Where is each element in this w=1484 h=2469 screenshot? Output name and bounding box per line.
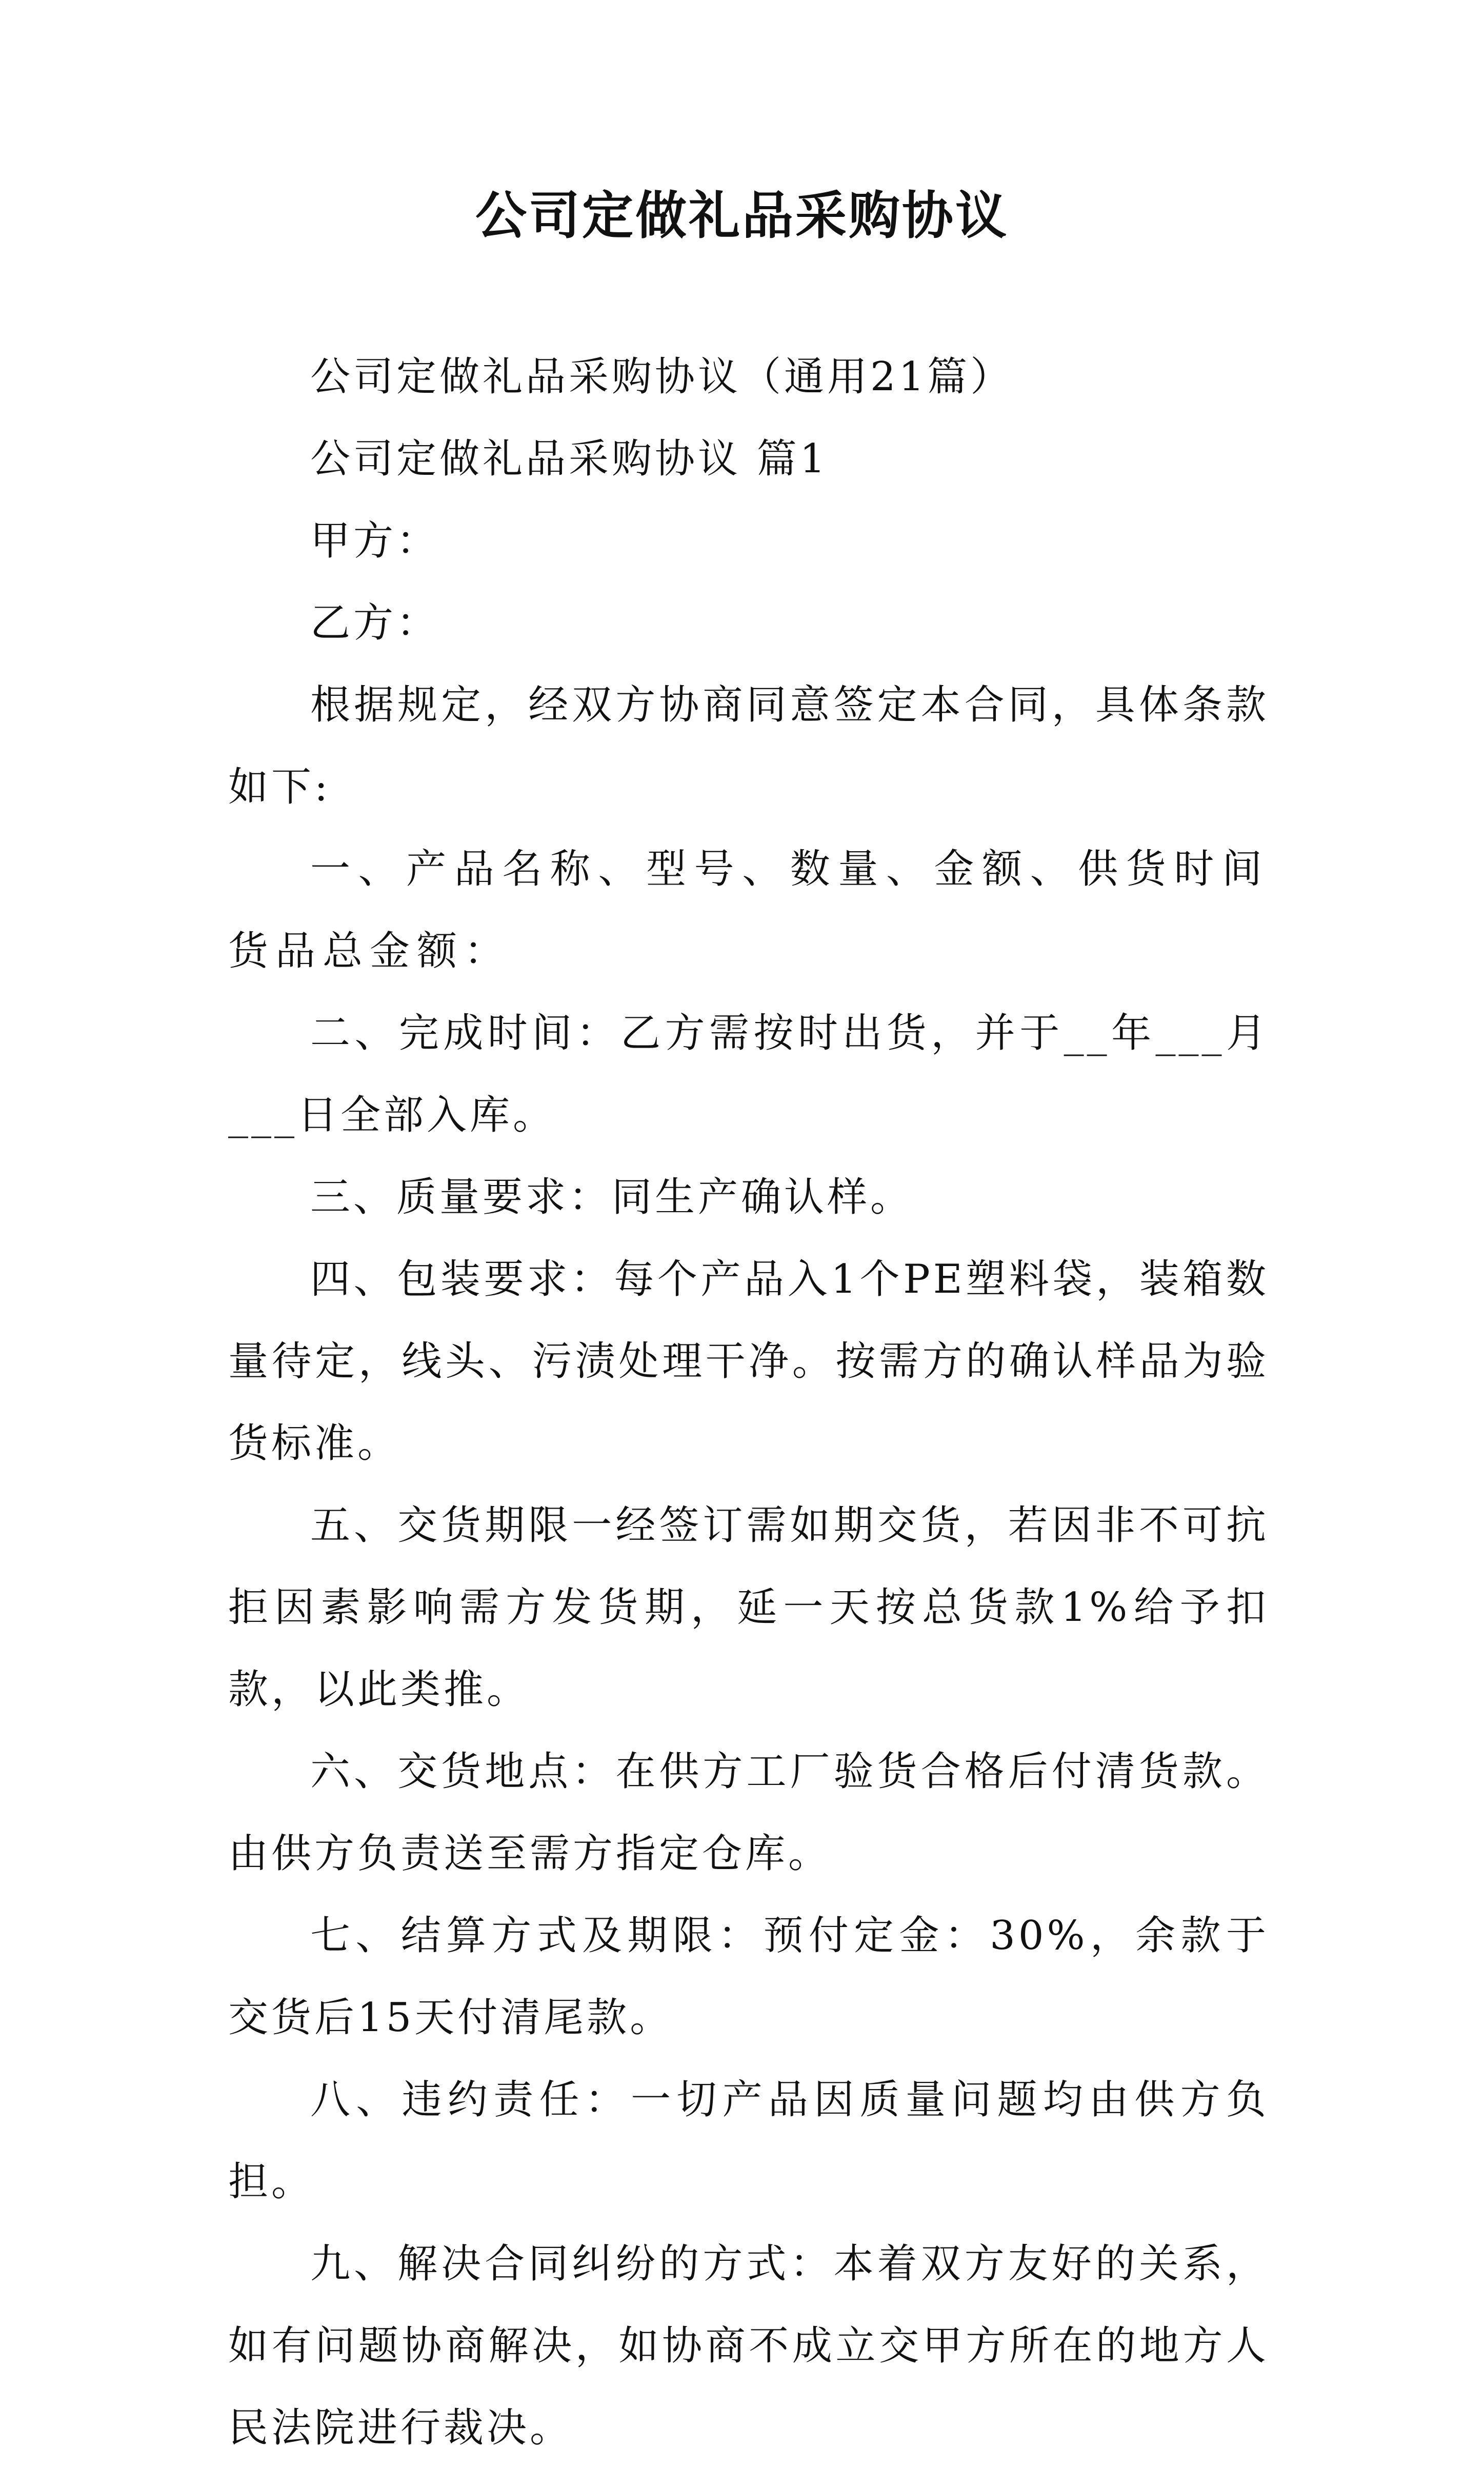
paragraph-clause-3: 三、质量要求：同生产确认样。 <box>310 1174 914 1220</box>
paragraph-clause-2: 二、完成时间：乙方需按时出货，并于__年___月___日全部入库。 <box>228 1010 1269 1138</box>
paragraph-clause-7: 七、结算方式及期限：预付定金：30%，余款于交货后15天付清尾款。 <box>228 1913 1269 2041</box>
paragraph-section-heading: 公司定做礼品采购协议 篇1 <box>310 436 829 482</box>
paragraph-preamble: 根据规定，经双方协商同意签定本合同，具体条款如下: <box>228 682 1269 810</box>
paragraph-clause-5: 五、交货期限一经签订需如期交货，若因非不可抗拒因素影响需方发货期，延一天按总货款1%给予扣款，以此类推。 <box>228 1502 1269 1713</box>
paragraph-clause-1: 一、产品名称、型号、数量、金额、供货时间 货品总金额： <box>228 846 1269 974</box>
paragraph-party-b: 乙方： <box>310 600 440 646</box>
paragraph-clause-9: 九、解决合同纠纷的方式：本着双方友好的关系，如有问题协商解决，如协商不成立交甲方所在的地方人民法院进行裁决。 <box>228 2241 1269 2451</box>
paragraph-clause-4: 四、包装要求：每个产品入1个PE塑料袋，装箱数量待定，线头、污渍处理干净。按需方的确认样品为验货标准。 <box>228 1256 1269 1467</box>
paragraph-subtitle: 公司定做礼品采购协议（通用21篇） <box>310 354 1014 400</box>
document-title: 公司定做礼品采购协议 <box>475 185 1009 246</box>
paragraph-party-a: 甲方： <box>310 518 440 564</box>
document-body <box>228 336 1269 2469</box>
paragraph-clause-6: 六、交货地点：在供方工厂验货合格后付清货款。由供方负责送至需方指定仓库。 <box>228 1749 1269 1877</box>
paragraph-clause-8: 八、违约责任：一切产品因质量问题均由供方负担。 <box>228 2077 1269 2205</box>
